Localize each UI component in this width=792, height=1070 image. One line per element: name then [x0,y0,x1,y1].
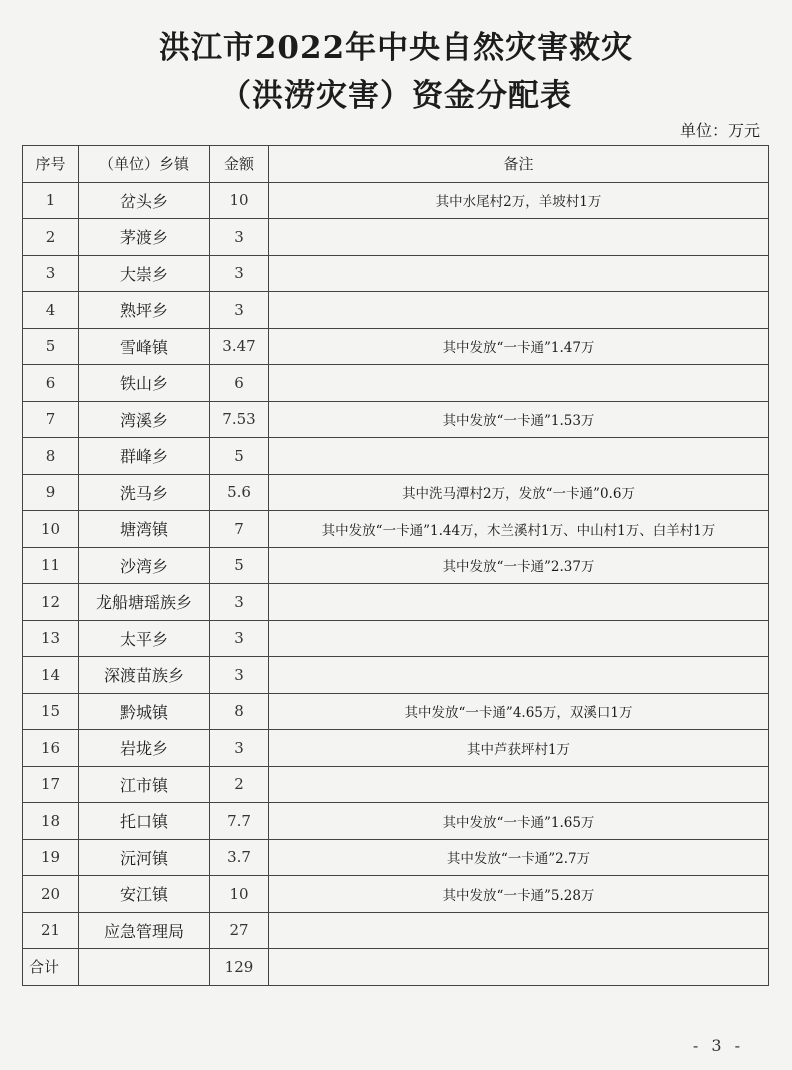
table-row [23,328,769,365]
document-title-line-2: （洪涝灾害）资金分配表 [220,78,572,114]
row-amount: 10 [210,876,269,913]
row-note: 其中发放“一卡通”1.65万 [269,803,769,840]
unit-label: 单位：万元 [679,121,760,140]
table-row [23,292,769,329]
row-amount: 7 [210,511,269,548]
table-row [23,547,769,584]
row-town: 太平乡 [79,620,210,657]
row-note: 其中发放“一卡通”1.47万 [269,328,769,365]
row-town: 洗马乡 [79,474,210,511]
row-note [269,657,769,694]
table-row [23,438,769,475]
row-seq: 11 [23,547,79,584]
row-amount: 3 [210,730,269,767]
total-amount: 129 [210,949,269,986]
row-note [269,620,769,657]
row-town: 湾溪乡 [79,401,210,438]
row-note [269,438,769,475]
table-row [23,584,769,621]
table-body [23,182,769,949]
row-note: 其中发放“一卡通”1.53万 [269,401,769,438]
row-town: 安江镇 [79,876,210,913]
row-seq: 2 [23,219,79,256]
row-amount: 7.53 [210,401,269,438]
header-note: 备注 [269,146,769,183]
row-seq: 15 [23,693,79,730]
row-note: 其中发放“一卡通”2.37万 [269,547,769,584]
row-amount: 3 [210,255,269,292]
header-seq: 序号 [23,146,79,183]
header-amount: 金额 [210,146,269,183]
allocation-table [22,145,769,986]
row-amount: 5.6 [210,474,269,511]
row-note: 其中发放“一卡通”4.65万，双溪口1万 [269,693,769,730]
row-amount: 10 [210,182,269,219]
table-row [23,803,769,840]
row-note: 其中芦获坪村1万 [269,730,769,767]
row-seq: 14 [23,657,79,694]
table-row [23,255,769,292]
row-note [269,912,769,949]
row-amount: 3 [210,292,269,329]
row-note [269,219,769,256]
row-town: 黔城镇 [79,693,210,730]
row-seq: 16 [23,730,79,767]
row-seq: 20 [23,876,79,913]
row-town: 铁山乡 [79,365,210,402]
row-town: 群峰乡 [79,438,210,475]
row-note [269,584,769,621]
table-row [23,219,769,256]
row-seq: 1 [23,182,79,219]
total-label: 合计 [23,949,79,986]
total-town-cell [79,949,210,986]
row-seq: 9 [23,474,79,511]
row-amount: 8 [210,693,269,730]
row-seq: 3 [23,255,79,292]
row-amount: 3 [210,219,269,256]
row-note [269,766,769,803]
row-seq: 6 [23,365,79,402]
row-note: 其中水尾村2万，羊坡村1万 [269,182,769,219]
table-row [23,693,769,730]
row-seq: 21 [23,912,79,949]
total-note-cell [269,949,769,986]
table-row [23,839,769,876]
row-town: 沅河镇 [79,839,210,876]
row-town: 龙船塘瑶族乡 [79,584,210,621]
row-seq: 8 [23,438,79,475]
row-seq: 12 [23,584,79,621]
row-note [269,255,769,292]
row-note: 其中发放“一卡通”2.7万 [269,839,769,876]
row-town: 沙湾乡 [79,547,210,584]
row-town: 岩垅乡 [79,730,210,767]
row-town: 雪峰镇 [79,328,210,365]
row-seq: 17 [23,766,79,803]
table-row [23,620,769,657]
row-amount: 3.47 [210,328,269,365]
row-amount: 5 [210,438,269,475]
row-town: 应急管理局 [79,912,210,949]
table-row [23,474,769,511]
row-town: 托口镇 [79,803,210,840]
table-header-row [23,146,769,183]
row-amount: 2 [210,766,269,803]
row-note: 其中发放“一卡通”1.44万，木兰溪村1万、中山村1万、白羊村1万 [269,511,769,548]
table-row [23,730,769,767]
row-town: 江市镇 [79,766,210,803]
row-seq: 19 [23,839,79,876]
row-amount: 7.7 [210,803,269,840]
row-amount: 27 [210,912,269,949]
row-amount: 3 [210,620,269,657]
row-town: 熟坪乡 [79,292,210,329]
page-number: - 3 - [692,1036,744,1055]
table-row [23,401,769,438]
row-town: 深渡苗族乡 [79,657,210,694]
total-row [23,949,769,986]
document-title-line-1: 洪江市2022年中央自然灾害救灾 [158,30,634,66]
row-amount: 3 [210,584,269,621]
row-seq: 10 [23,511,79,548]
row-note: 其中洗马潭村2万，发放“一卡通”0.6万 [269,474,769,511]
row-note: 其中发放“一卡通”5.28万 [269,876,769,913]
row-amount: 3.7 [210,839,269,876]
row-seq: 7 [23,401,79,438]
row-amount: 5 [210,547,269,584]
table-row [23,657,769,694]
row-town: 大崇乡 [79,255,210,292]
row-amount: 3 [210,657,269,694]
row-seq: 13 [23,620,79,657]
row-amount: 6 [210,365,269,402]
row-seq: 18 [23,803,79,840]
table-row [23,876,769,913]
table-row [23,766,769,803]
row-town: 茅渡乡 [79,219,210,256]
table-row [23,182,769,219]
row-town: 岔头乡 [79,182,210,219]
row-town: 塘湾镇 [79,511,210,548]
row-note [269,292,769,329]
table-row [23,912,769,949]
table-row [23,365,769,402]
header-town: （单位）乡镇 [79,146,210,183]
row-note [269,365,769,402]
table-row [23,511,769,548]
row-seq: 4 [23,292,79,329]
row-seq: 5 [23,328,79,365]
